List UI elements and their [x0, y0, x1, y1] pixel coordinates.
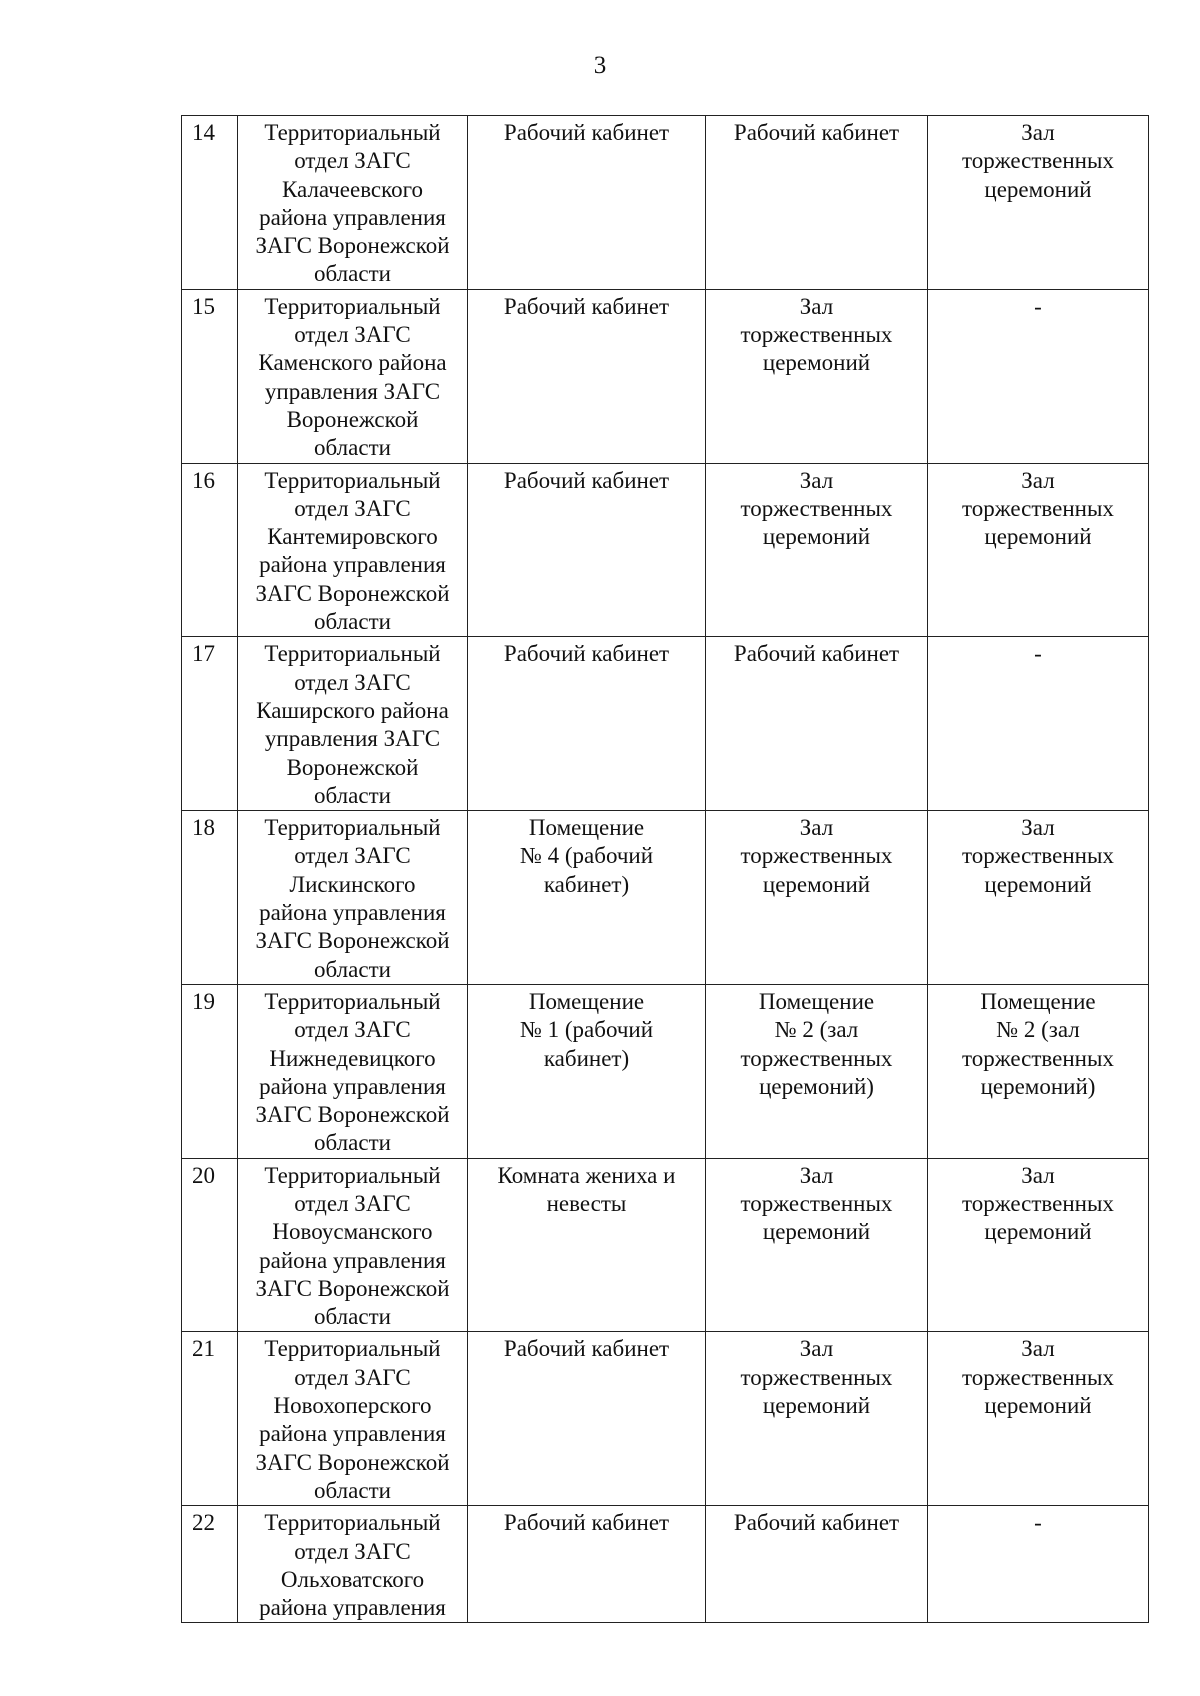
row-number-cell: 22: [182, 1506, 238, 1623]
row-number-cell: 16: [182, 463, 238, 637]
row-number-cell: 17: [182, 637, 238, 811]
premises-column-2-cell: Зал торжественных церемоний: [706, 1332, 928, 1506]
premises-column-1-cell: Рабочий кабинет: [468, 116, 706, 290]
row-number-cell: 14: [182, 116, 238, 290]
premises-column-1-cell: Рабочий кабинет: [468, 463, 706, 637]
premises-column-1-cell: Рабочий кабинет: [468, 1506, 706, 1623]
premises-column-3-cell: Зал торжественных церемоний: [928, 116, 1149, 290]
premises-column-1-cell: Рабочий кабинет: [468, 637, 706, 811]
organization-cell: Территориальный отдел ЗАГС Новоусманского района управления ЗАГС Воронежской области: [238, 1158, 468, 1332]
organization-cell: Территориальный отдел ЗАГС Нижнедевицкого района управления ЗАГС Воронежской области: [238, 984, 468, 1158]
premises-column-2-cell: Зал торжественных церемоний: [706, 811, 928, 985]
table-row: [182, 637, 1149, 811]
premises-column-3-cell: Помещение № 2 (зал торжественных церемоний): [928, 984, 1149, 1158]
row-number-cell: 20: [182, 1158, 238, 1332]
premises-column-2-cell: Рабочий кабинет: [706, 1506, 928, 1623]
organization-cell: Территориальный отдел ЗАГС Лискинского района управления ЗАГС Воронежской области: [238, 811, 468, 985]
premises-column-2-cell: Зал торжественных церемоний: [706, 463, 928, 637]
premises-column-3-cell: Зал торжественных церемоний: [928, 1158, 1149, 1332]
premises-column-1-cell: Рабочий кабинет: [468, 289, 706, 463]
premises-column-3-cell: -: [928, 1506, 1149, 1623]
row-number-cell: 15: [182, 289, 238, 463]
premises-column-3-cell: Зал торжественных церемоний: [928, 1332, 1149, 1506]
premises-column-2-cell: Помещение № 2 (зал торжественных церемоний): [706, 984, 928, 1158]
premises-column-1-cell: Рабочий кабинет: [468, 1332, 706, 1506]
premises-column-2-cell: Рабочий кабинет: [706, 116, 928, 290]
premises-column-3-cell: Зал торжественных церемоний: [928, 463, 1149, 637]
premises-column-1-cell: Комната жениха и невесты: [468, 1158, 706, 1332]
premises-column-3-cell: -: [928, 637, 1149, 811]
table-row: [182, 811, 1149, 985]
table-row: [182, 463, 1149, 637]
premises-column-2-cell: Зал торжественных церемоний: [706, 1158, 928, 1332]
table-row: [182, 289, 1149, 463]
organization-cell: Территориальный отдел ЗАГС Новохоперского района управления ЗАГС Воронежской области: [238, 1332, 468, 1506]
organization-cell: Территориальный отдел ЗАГС Калачеевского района управления ЗАГС Воронежской области: [238, 116, 468, 290]
row-number-cell: 18: [182, 811, 238, 985]
registry-table: [181, 115, 1149, 1623]
organization-cell: Территориальный отдел ЗАГС Ольховатского района управления: [238, 1506, 468, 1623]
organization-cell: Территориальный отдел ЗАГС Каменского района управления ЗАГС Воронежской области: [238, 289, 468, 463]
table-row: [182, 116, 1149, 290]
table-row: [182, 1158, 1149, 1332]
row-number-cell: 21: [182, 1332, 238, 1506]
page-number: 3: [593, 52, 607, 79]
premises-column-2-cell: Зал торжественных церемоний: [706, 289, 928, 463]
premises-column-1-cell: Помещение № 4 (рабочий кабинет): [468, 811, 706, 985]
organization-cell: Территориальный отдел ЗАГС Каширского района управления ЗАГС Воронежской области: [238, 637, 468, 811]
premises-column-3-cell: -: [928, 289, 1149, 463]
premises-column-2-cell: Рабочий кабинет: [706, 637, 928, 811]
row-number-cell: 19: [182, 984, 238, 1158]
organization-cell: Территориальный отдел ЗАГС Кантемировского района управления ЗАГС Воронежской области: [238, 463, 468, 637]
table-row: [182, 984, 1149, 1158]
table-row: [182, 1332, 1149, 1506]
premises-column-1-cell: Помещение № 1 (рабочий кабинет): [468, 984, 706, 1158]
table-row: [182, 1506, 1149, 1623]
premises-column-3-cell: Зал торжественных церемоний: [928, 811, 1149, 985]
